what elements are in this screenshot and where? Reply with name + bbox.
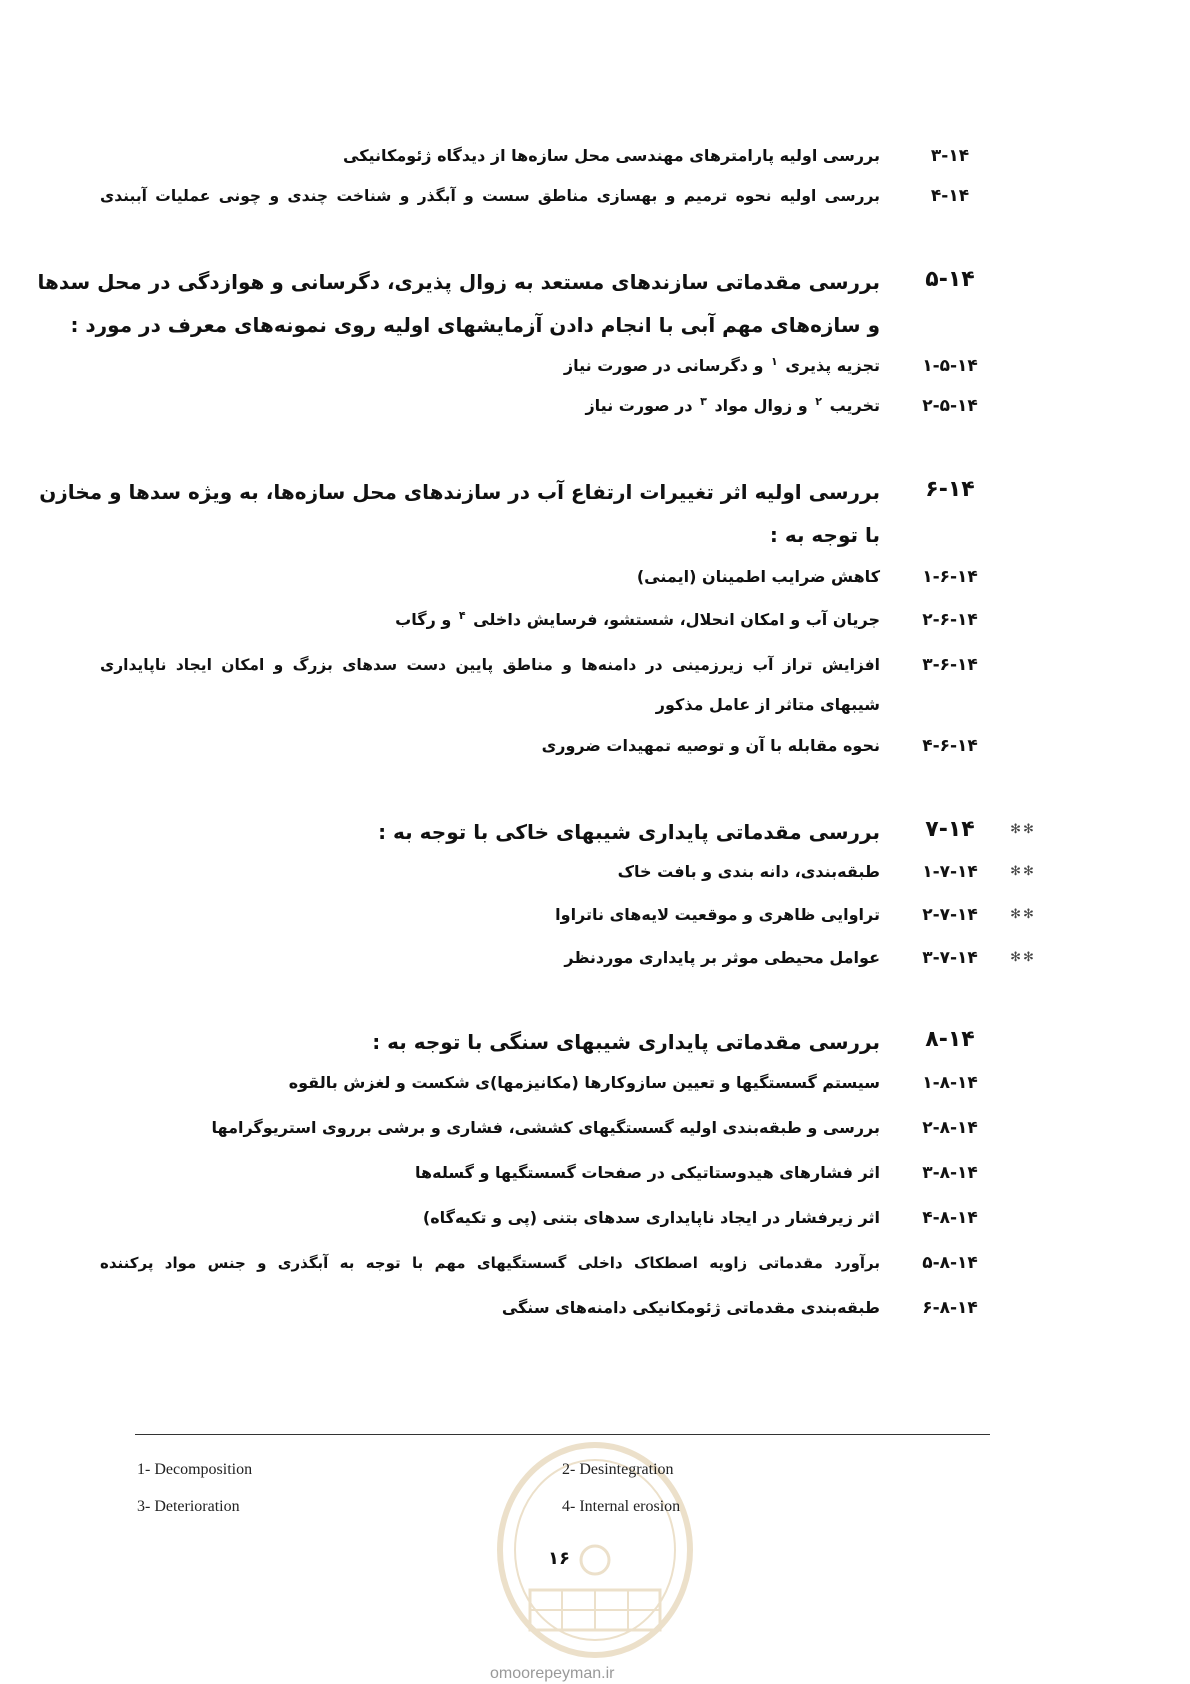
text-part: در صورت نیاز — [585, 396, 693, 415]
subsection-number: ۵-۸-۱۴ — [922, 1253, 978, 1273]
subsection-row — [100, 346, 995, 386]
subsection-row — [100, 600, 995, 640]
subsection-text: سیستم گسستگیها و تعیین سازوکارها (مکانیزمها)ی شکست و لغزش بالقوه — [288, 1073, 880, 1092]
watermark-site: omoorepeyman.ir — [490, 1665, 615, 1682]
subsection-row — [100, 852, 1036, 892]
text-part: تخریب — [829, 396, 880, 415]
subsection-text-line2: شیبهای متاثر از عامل مذکور — [655, 695, 880, 714]
subsection-row — [100, 938, 1036, 978]
subsection-text: طبقه‌بندی، دانه بندی و بافت خاک — [617, 862, 880, 881]
subsection-number: ۲-۶-۱۴ — [922, 610, 978, 630]
section-number: ۳-۱۴ — [930, 146, 970, 166]
heading-number: ۸-۱۴ — [925, 1027, 975, 1052]
subsection-row — [100, 895, 1036, 935]
text-part: جریان آب و امکان انحلال، شستشو، فرسایش داخلی — [473, 610, 880, 629]
heading-text-line2: و سازه‌های مهم آبی با انجام دادن آزمایشهای اولیه روی نمونه‌های معرف در مورد : — [70, 313, 880, 337]
heading-number: ۷-۱۴ — [925, 817, 975, 842]
heading-row — [39, 470, 995, 510]
text-part: و رگاب — [395, 610, 452, 629]
footnote-1: 1- Decomposition — [137, 1461, 253, 1478]
heading-row — [100, 810, 1036, 850]
subsection-number: ۳-۶-۱۴ — [922, 655, 978, 675]
section-text: بررسی اولیه پارامترهای مهندسی محل سازه‌ها از دیدگاه ژئومکانیکی — [343, 146, 880, 165]
subsection-row — [100, 1288, 995, 1328]
subsection-text-line1: افزایش تراز آب زیرزمینی در دامنه‌ها و مناطق پایین دست سدهای بزرگ و امکان ایجاد ناپایداری — [100, 656, 880, 674]
subsection-number: ۴-۸-۱۴ — [922, 1208, 978, 1228]
heading-row-continued — [100, 513, 995, 553]
footnote-ref: ۴ — [458, 609, 466, 622]
subsection-row — [100, 386, 995, 426]
asterisk-marker: ✻✻ — [1010, 907, 1036, 922]
subsection-number: ۳-۸-۱۴ — [922, 1163, 978, 1183]
footnote-ref: ۱ — [771, 355, 778, 368]
subsection-row — [100, 1108, 995, 1148]
subsection-row — [100, 1063, 995, 1103]
text-part: و دگرسانی در صورت نیاز — [563, 356, 764, 375]
subsection-number: ۲-۷-۱۴ — [922, 905, 978, 925]
heading-text-line1: بررسی اولیه اثر تغییرات ارتفاع آب در سازندهای محل سازه‌ها، به ویژه سدها و مخازن — [39, 480, 880, 504]
text-part: و زوال مواد — [714, 396, 808, 415]
subsection-text: برآورد مقدماتی زاویه اصطکاک داخلی گسستگیهای مهم با توجه به آبگذری و جنس مواد پرکننده — [100, 1254, 880, 1272]
footnote-2: 2- Desintegration — [562, 1461, 674, 1478]
footnote-3: 3- Deterioration — [137, 1498, 240, 1515]
subsection-row — [100, 726, 995, 766]
page-number: ۱۶ — [548, 1548, 570, 1569]
subsection-number: ۲-۸-۱۴ — [922, 1118, 978, 1138]
subsection-number: ۴-۶-۱۴ — [922, 736, 978, 756]
subsection-number: ۳-۷-۱۴ — [922, 948, 978, 968]
footnote-4: 4- Internal erosion — [562, 1498, 681, 1515]
heading-text-line2: با توجه به : — [769, 523, 880, 547]
subsection-text: طبقه‌بندی مقدماتی ژئومکانیکی دامنه‌های سنگی — [501, 1298, 880, 1317]
subsection-text: عوامل محیطی موثر بر پایداری موردنظر — [564, 948, 880, 967]
subsection-row — [100, 645, 995, 685]
text-part: تجزیه پذیری — [785, 356, 880, 375]
footnote-ref: ۳ — [700, 395, 707, 408]
subsection-number: ۲-۵-۱۴ — [922, 396, 978, 416]
subsection-text — [100, 600, 880, 640]
heading-text: بررسی مقدماتی پایداری شیبهای خاکی با توجه به : — [378, 820, 880, 844]
section-row — [100, 136, 995, 176]
asterisk-marker: ✻✻ — [1010, 950, 1036, 965]
subsection-text: کاهش ضرایب اطمینان (ایمنی) — [636, 567, 880, 586]
heading-text-line1: بررسی مقدماتی سازندهای مستعد به زوال پذیری، دگرسانی و هوازدگی در محل سدها — [37, 270, 880, 294]
subsection-text — [100, 386, 880, 426]
subsection-row — [100, 557, 995, 597]
asterisk-marker: ✻✻ — [1010, 864, 1036, 879]
heading-number: ۵-۱۴ — [925, 267, 975, 292]
subsection-number: ۱-۸-۱۴ — [922, 1073, 978, 1093]
section-row — [100, 176, 995, 216]
heading-number: ۶-۱۴ — [925, 477, 975, 502]
subsection-text — [100, 346, 880, 386]
subsection-row — [100, 1198, 995, 1238]
subsection-number: ۶-۸-۱۴ — [922, 1298, 978, 1318]
subsection-text: اثر زیرفشار در ایجاد ناپایداری سدهای بتنی (پی و تکیه‌گاه) — [422, 1208, 880, 1227]
subsection-row-continued — [100, 685, 995, 725]
subsection-text: تراوایی ظاهری و موقعیت لایه‌های ناتراوا — [555, 905, 880, 924]
heading-row-continued — [70, 303, 995, 343]
heading-text: بررسی مقدماتی پایداری شیبهای سنگی با توجه به : — [372, 1030, 880, 1054]
section-text: بررسی اولیه نحوه ترمیم و بهسازی مناطق سست و آبگذر و شناخت چندی و چونی عملیات آببندی — [100, 187, 880, 205]
subsection-number: ۱-۷-۱۴ — [922, 862, 978, 882]
asterisk-marker: ✻✻ — [1010, 822, 1036, 837]
subsection-number: ۱-۵-۱۴ — [922, 356, 978, 376]
subsection-text: نحوه مقابله با آن و توصیه تمهیدات ضروری — [541, 736, 880, 755]
subsection-row — [100, 1153, 995, 1193]
heading-row — [100, 1020, 995, 1060]
footnote-ref: ۲ — [815, 395, 822, 408]
subsection-text: اثر فشارهای هیدوستاتیکی در صفحات گسستگیها و گسله‌ها — [415, 1163, 880, 1182]
subsection-text: بررسی و طبقه‌بندی اولیه گسستگیهای کششی، فشاری و برشی برروی استریوگرامها — [211, 1118, 880, 1137]
section-number: ۴-۱۴ — [930, 186, 970, 206]
subsection-number: ۱-۶-۱۴ — [922, 567, 978, 587]
heading-row — [37, 260, 995, 300]
footnote-separator — [135, 1434, 990, 1435]
subsection-row — [100, 1243, 995, 1283]
